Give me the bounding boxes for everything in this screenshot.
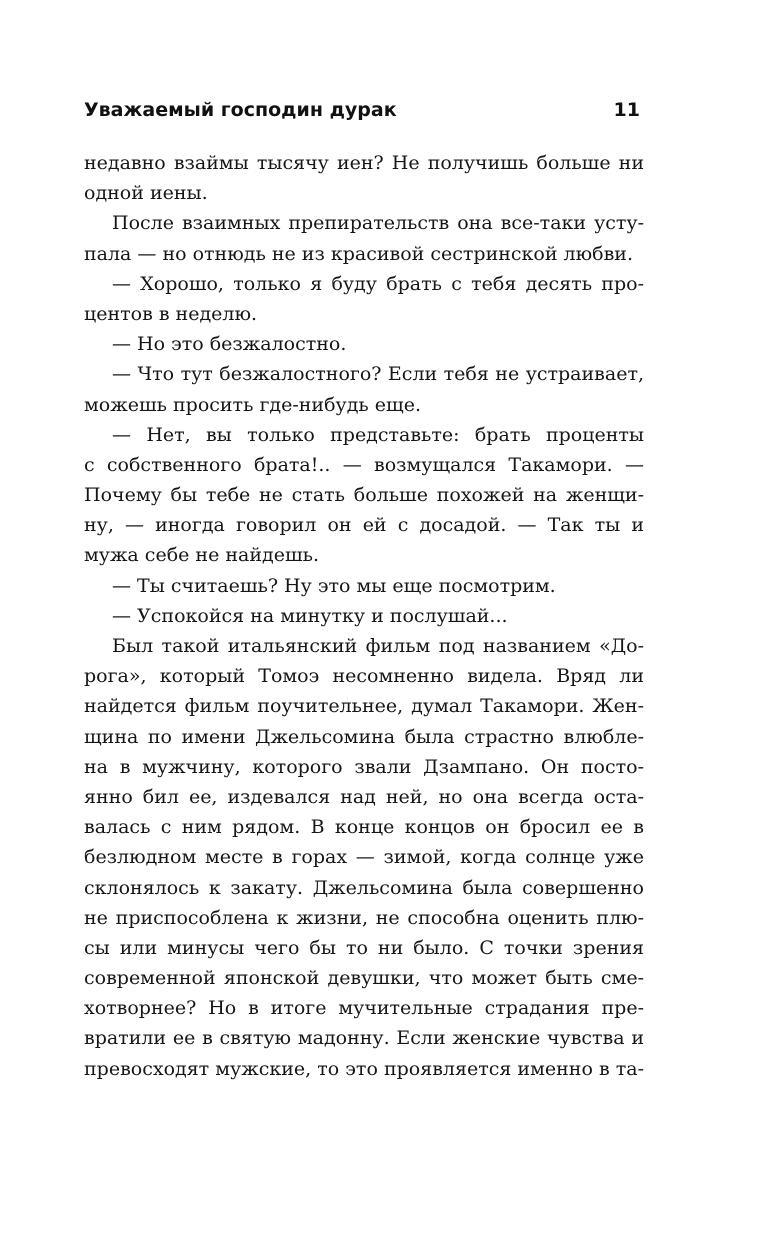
text-line: хотворнее? Но в итоге мучительные страдания пре- (84, 997, 644, 1020)
text-line: сы или минусы чего бы то ни было. С точки зрения (84, 936, 644, 959)
text-line: превосходят мужские, то это проявляется именно в та- (84, 1057, 644, 1080)
text-line: на в мужчину, которого звали Дзампано. Он посто- (84, 755, 644, 778)
running-head (84, 96, 640, 124)
text-line: янно бил ее, издевался над ней, но она всегда оста- (84, 785, 644, 808)
text-line: одной иены. (84, 182, 208, 205)
text-line: валась с ним рядом. В конце концов он бросил ее в (84, 816, 644, 839)
text-line: центов в неделю. (84, 302, 258, 325)
text-line: ну, — иногда говорил он ей с досадой. — Так ты и (84, 514, 644, 537)
text-line: Почему бы тебе не стать больше похожей на женщи- (84, 484, 644, 507)
text-line: — Ты считаешь? Ну это мы еще посмотрим. (112, 574, 556, 597)
text-line: не приспособлена к жизни, не способна оценить плю- (84, 906, 644, 929)
text-line: недавно взаймы тысячу иен? Не получишь больше ни (84, 152, 644, 174)
text-line: щина по имени Джельсомина была страстно влюбле- (84, 725, 644, 748)
body-text (84, 148, 644, 1084)
page-number: 11 (613, 99, 640, 121)
text-line: — Нет, вы только представьте: брать проценты (112, 423, 644, 446)
text-line: Был такой итальянский фильм под названием «До- (112, 635, 644, 657)
text-line: — Хорошо, только я буду брать с тебя десять про- (112, 272, 644, 295)
text-line: После взаимных препирательств она все-таки усту- (112, 212, 644, 235)
running-head-title: Уважаемый господин дурак (84, 99, 397, 121)
text-line: — Успокойся на минутку и послушай... (112, 604, 508, 627)
text-line: с собственного брата!.. — возмущался Такамори. — (84, 453, 644, 476)
text-line: рога», который Томоэ несомненно видела. Вряд ли (84, 665, 644, 688)
text-line: современной японской девушки, что может быть сме- (84, 967, 644, 990)
text-line: — Что тут безжалостного? Если тебя не устраивает, (112, 363, 644, 386)
text-line: безлюдном месте в горах — зимой, когда солнце уже (84, 846, 644, 869)
text-line: можешь просить где-нибудь еще. (84, 393, 421, 416)
text-line: мужа себе не найдешь. (84, 544, 320, 567)
text-line: — Но это безжалостно. (112, 333, 347, 356)
text-line: найдется фильм поучительнее, думал Такамори. Жен- (84, 695, 644, 718)
text-line: пала — но отнюдь не из красивой сестринской любви. (84, 242, 634, 265)
text-line: вратили ее в святую мадонну. Если женские чувства и (84, 1027, 644, 1050)
text-line: склонялось к закату. Джельсомина была совершенно (84, 876, 644, 899)
